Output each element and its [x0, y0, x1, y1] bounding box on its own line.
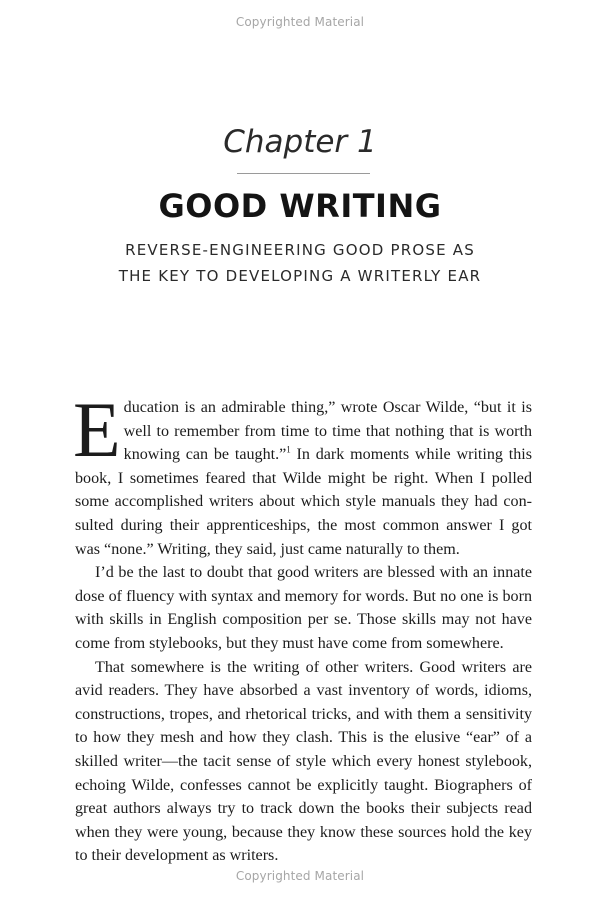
body-text: [73, 386, 532, 868]
paragraph-1: [73, 386, 532, 561]
paragraph-2: I’d be the last to doubt that good writers are blessed with an innate dose of fluency with syntax and memory for words. But no one is born with skills in English composition per se. Those skills may not have come from stylebooks, but they must have come from somewhere.: [75, 564, 532, 652]
chapter-divider: [237, 173, 370, 174]
paragraph-1-text-b: In dark moments while writing this book, I sometimes feared that Wilde might be right. When I polled some accomplished writers about which style manuals they had consulted during their apprenticeships, the most common answer I got was “none.” Writing, they said, just came naturally to them.: [75, 446, 532, 558]
copyright-watermark-top: Copyrighted Material: [235, 15, 365, 29]
drop-cap: E: [73, 386, 121, 473]
chapter-subtitle: [0, 237, 600, 289]
copyright-watermark-bottom: Copyrighted Material: [235, 869, 365, 883]
paragraph-1-text-a: ducation is an admirable thing,” wrote Oscar Wilde, “but it is well to remember from time to time that nothing that is worth knowing can be taught.”: [123, 399, 532, 464]
paragraph-3: That somewhere is the writing of other writers. Good writers are avid readers. They have absorbed a vast inventory of words, idioms, constructions, tropes, and rhetorical tricks, and with them a sensitivity to how they mesh and how they clash. This is the elusive “ear” of a skilled writer—the tacit sense of style which every honest stylebook, echoing Wilde, confesses cannot be explicitly taught. Biographers of great authors always try to track down the books their subjects read when they were young, because they know these sources hold the key to their development as writers.: [75, 658, 532, 865]
chapter-subtitle-line-2: THE KEY TO DEVELOPING A WRITERLY EAR: [118, 267, 482, 285]
footnote-marker: 1: [286, 444, 291, 455]
chapter-subtitle-line-1: REVERSE-ENGINEERING GOOD PROSE AS: [125, 241, 475, 259]
chapter-number: Chapter 1: [223, 124, 377, 160]
chapter-title: GOOD WRITING: [158, 187, 442, 225]
